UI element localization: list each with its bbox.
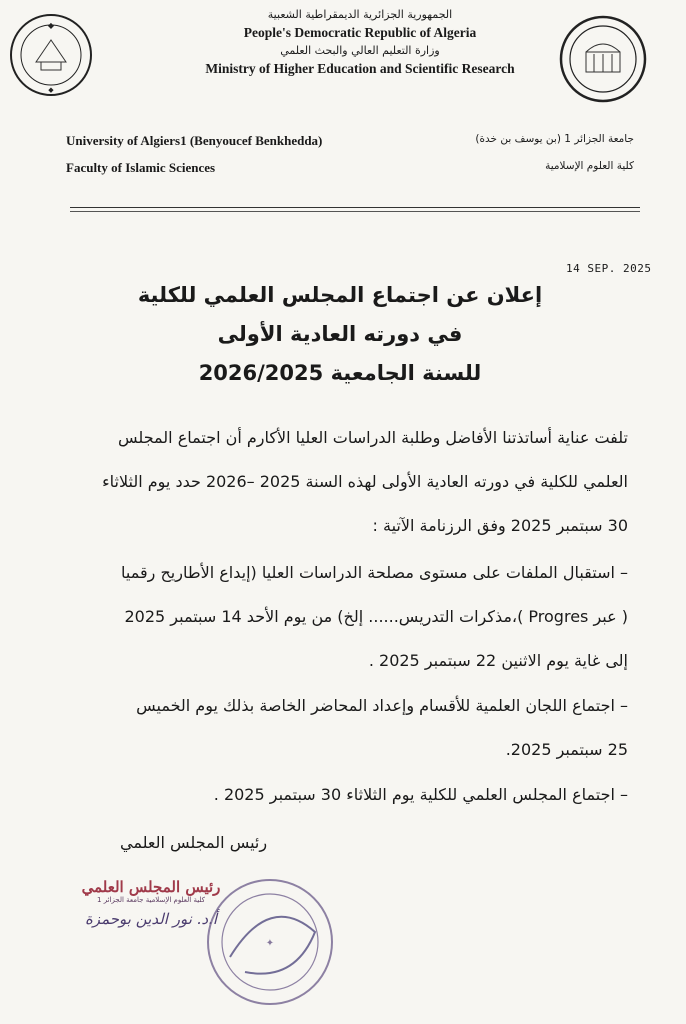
svg-text:◆: ◆ — [48, 86, 54, 94]
faculty-logo — [558, 14, 648, 104]
announcement-title-line2: في دورته العادية الأولى — [217, 322, 463, 346]
paragraph-line: 30 سبتمبر 2025 وفق الرزنامة الآتية : — [372, 516, 628, 535]
schedule-item-line: – اجتماع اللجان العلمية للأقسام وإعداد المحاضر الخاصة بذلك يوم الخميس — [136, 696, 628, 715]
republic-ar: الجمهورية الجزائرية الديمقراطية الشعبية — [267, 8, 453, 21]
schedule-item-line: – استقبال الملفات على مستوى مصلحة الدراسات العليا (إيداع الأطاريح رقميا — [121, 563, 628, 582]
algiers-university-logo — [8, 12, 94, 98]
university-en: University of Algiers1 (Benyoucef Benkhedda) — [66, 133, 323, 148]
republic-en: People's Democratic Republic of Algeria — [243, 25, 477, 40]
faculty-ar: كلية العلوم الإسلامية — [545, 160, 634, 172]
signer-name: أ.د. نور الدين بوحمزة — [84, 910, 218, 928]
schedule-item-line: – اجتماع المجلس العلمي للكلية يوم الثلاثاء 30 سبتمبر 2025 . — [213, 785, 628, 804]
date-stamp: 14 SEP. 2025 — [566, 262, 652, 275]
schedule-item-line: إلى غاية يوم الاثنين 22 سبتمبر 2025 . — [368, 651, 628, 670]
stamp-title: رئيس المجلس العلمي — [81, 878, 221, 896]
svg-text:✦: ✦ — [265, 938, 275, 949]
ministry-ar: وزارة التعليم العالي والبحث العلمي — [280, 44, 440, 57]
header-divider-secondary — [70, 211, 640, 212]
svg-text:◆: ◆ — [47, 21, 55, 30]
ministry-en: Ministry of Higher Education and Scientific Research — [205, 61, 515, 76]
stamp-subtitle: كلية العلوم الإسلامية جامعة الجزائر 1 — [97, 896, 205, 904]
announcement-title-line1: إعلان عن اجتماع المجلس العلمي للكلية — [137, 283, 543, 307]
schedule-item-line: ( عبر Progres )،مذكرات التدريس...... إلخ) من يوم الأحد 14 سبتمبر 2025 — [124, 607, 628, 626]
paragraph-line: تلفت عناية أساتذتنا الأفاضل وطلبة الدراسات العليا الأكارم أن اجتماع المجلس — [118, 428, 628, 447]
header-divider — [70, 207, 640, 208]
university-ar: جامعة الجزائر 1 (بن يوسف بن خدة) — [475, 133, 634, 145]
faculty-en: Faculty of Islamic Sciences — [66, 160, 216, 175]
paragraph-line: العلمي للكلية في دورته العادية الأولى لهذه السنة 2025 –2026 حدد يوم الثلاثاء — [102, 472, 628, 491]
schedule-item-line: 25 سبتمبر 2025. — [505, 740, 628, 759]
letterhead — [150, 6, 570, 78]
announcement-title-line3: للسنة الجامعية 2026/2025 — [198, 361, 482, 385]
round-stamp — [200, 872, 340, 1012]
signature-title: رئيس المجلس العلمي — [120, 833, 268, 852]
